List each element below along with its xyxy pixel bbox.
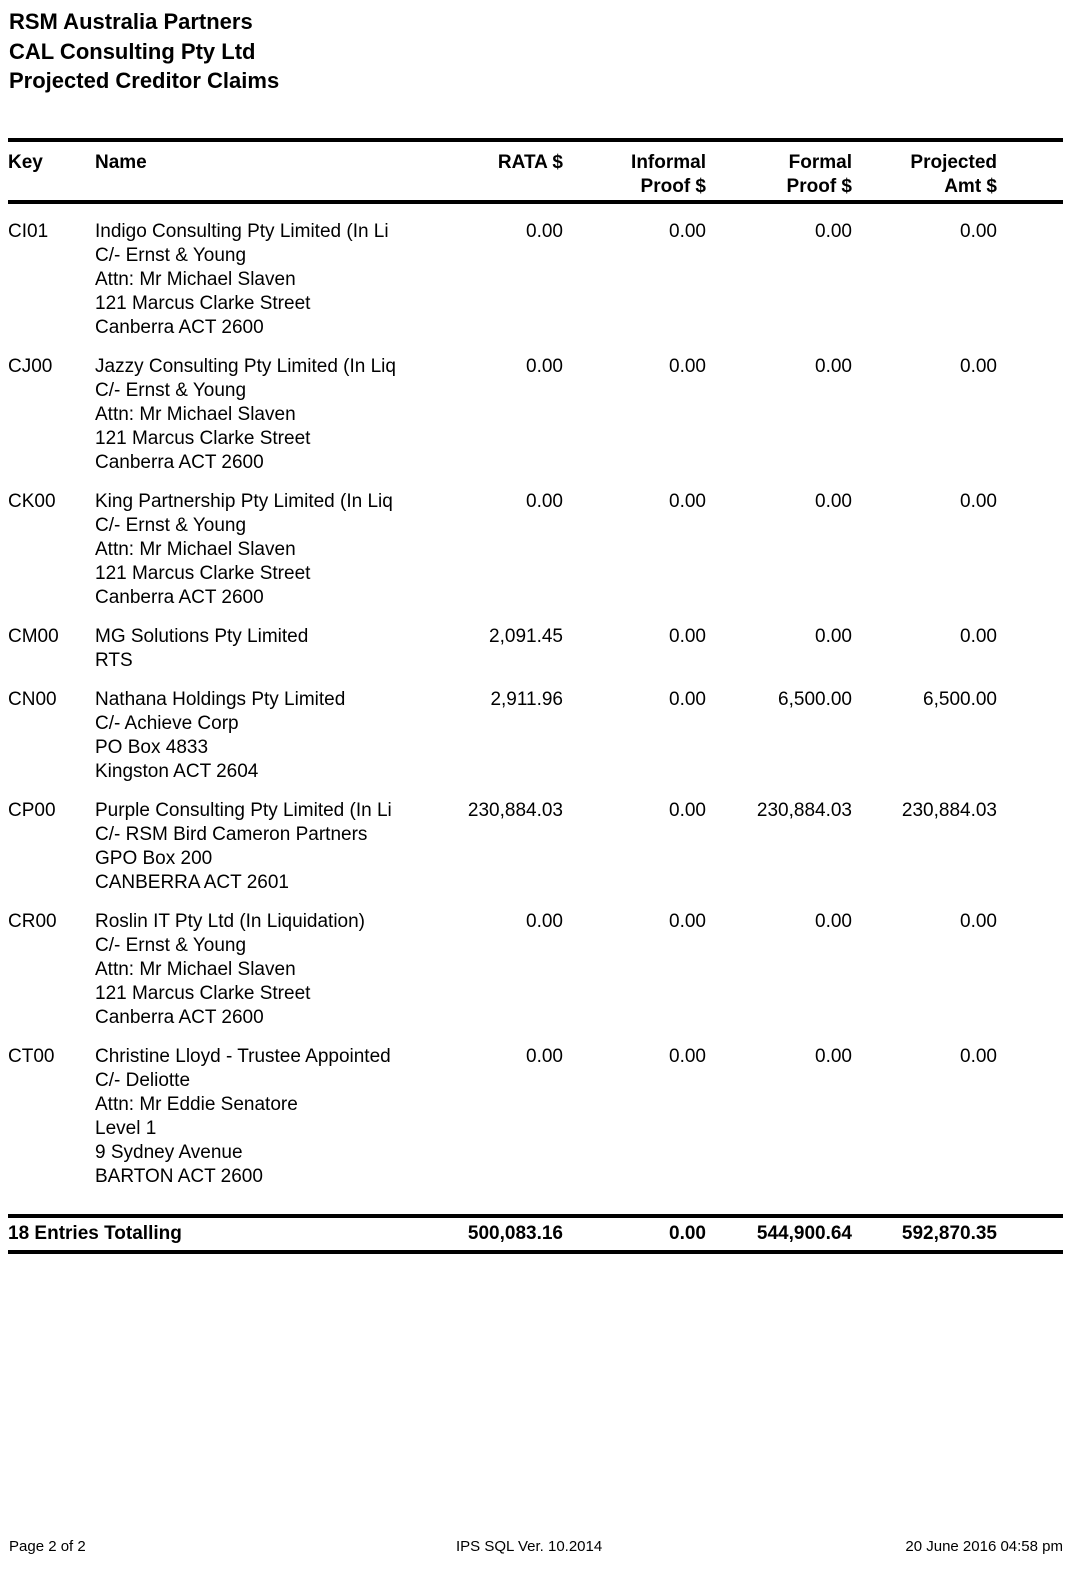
creditor-address-line: Level 1: [95, 1117, 157, 1139]
creditor-name: Indigo Consulting Pty Limited (In Li: [95, 221, 389, 242]
creditor-address-line: BARTON ACT 2600: [95, 1165, 263, 1187]
creditor-address-line: GPO Box 200: [95, 847, 213, 869]
creditor-address-line: 121 Marcus Clarke Street: [95, 428, 311, 450]
creditor-address-line: Attn: Mr Eddie Senatore: [95, 1093, 298, 1115]
creditor-name-block: [95, 355, 396, 475]
projected-amount-value: 0.00: [960, 1045, 997, 1067]
informal-proof-value: 0.00: [669, 356, 706, 377]
creditor-name: Roslin IT Pty Ltd (In Liquidation): [95, 910, 366, 932]
creditor-name-block: [95, 1045, 391, 1190]
creditor-address-line: C/- Ernst & Young: [95, 245, 247, 267]
informal-proof-value: 0.00: [669, 626, 706, 647]
totals-formal: 544,900.64: [756, 1223, 852, 1244]
company-name: CAL Consulting Pty Ltd: [9, 38, 256, 64]
rata-value: 0.00: [526, 910, 563, 932]
creditor-key: CM00: [8, 626, 59, 647]
creditor-name-block: [95, 799, 392, 895]
formal-proof-value: 0.00: [815, 626, 852, 647]
table-body: [8, 204, 1063, 1214]
totals-row: [8, 1218, 1063, 1250]
totals-bottom-rule: [8, 1250, 1063, 1254]
firm-name: RSM Australia Partners: [9, 9, 253, 34]
creditor-address-line: Attn: Mr Michael Slaven: [95, 404, 296, 426]
creditor-address-line: C/- Ernst & Young: [95, 934, 247, 956]
projected-amount-value: 0.00: [960, 626, 997, 647]
creditor-key: CN00: [8, 688, 57, 710]
creditor-address-line: Attn: Mr Michael Slaven: [95, 958, 296, 980]
informal-proof-value: 0.00: [669, 799, 706, 821]
rata-value: 0.00: [526, 221, 563, 242]
creditor-key: CJ00: [8, 356, 53, 377]
creditor-name-block: [95, 490, 393, 610]
column-header-formal-line2: Proof $: [786, 176, 852, 197]
creditor-name: King Partnership Pty Limited (In Liq: [95, 491, 393, 512]
creditor-address-line: 121 Marcus Clarke Street: [95, 982, 311, 1004]
informal-proof-value: 0.00: [669, 1045, 706, 1067]
creditor-address-line: 9 Sydney Avenue: [95, 1141, 243, 1163]
creditor-address-line: Canberra ACT 2600: [95, 1006, 264, 1028]
rata-value: 2,091.45: [489, 626, 563, 647]
column-header-formal: [787, 151, 852, 199]
creditor-address-line: RTS: [95, 650, 133, 672]
rata-value: 0.00: [526, 1045, 563, 1067]
creditor-address-line: C/- RSM Bird Cameron Partners: [95, 823, 368, 845]
creditor-address-line: CANBERRA ACT 2601: [95, 871, 289, 893]
creditor-address-line: Canberra ACT 2600: [95, 587, 264, 609]
column-header-formal-line1: Formal: [788, 152, 852, 173]
creditor-key: CP00: [8, 799, 56, 821]
creditor-name-block: [95, 688, 345, 784]
column-header-informal-line1: Informal: [631, 152, 706, 173]
creditor-key: CI01: [8, 221, 49, 242]
informal-proof-value: 0.00: [669, 221, 706, 242]
column-header-row: [8, 142, 1063, 200]
creditor-address-line: Attn: Mr Michael Slaven: [95, 539, 296, 561]
formal-proof-value: 0.00: [815, 491, 852, 512]
creditor-key: CR00: [8, 910, 57, 932]
projected-amount-value: 0.00: [960, 491, 997, 512]
informal-proof-value: 0.00: [669, 688, 706, 710]
print-date: 20 June 2016 04:58 pm: [905, 1538, 1063, 1555]
creditor-address-line: PO Box 4833: [95, 736, 209, 758]
formal-proof-value: 0.00: [815, 356, 852, 377]
projected-amount-value: 230,884.03: [901, 799, 997, 821]
projected-amount-value: 6,500.00: [923, 688, 997, 710]
column-header-projected: [910, 151, 997, 199]
creditor-claims-table: [8, 138, 1063, 1254]
projected-amount-value: 0.00: [960, 221, 997, 242]
report-title: Projected Creditor Claims: [9, 68, 280, 93]
creditor-name: Nathana Holdings Pty Limited: [95, 688, 346, 710]
formal-proof-value: 6,500.00: [778, 688, 852, 710]
informal-proof-value: 0.00: [669, 491, 706, 512]
totals-informal: 0.00: [669, 1223, 706, 1244]
totals-rata: 500,083.16: [467, 1223, 563, 1244]
creditor-name-block: [95, 220, 389, 340]
creditor-address-line: Attn: Mr Michael Slaven: [95, 269, 296, 291]
creditor-address-line: C/- Ernst & Young: [95, 515, 247, 537]
column-header-projected-line2: Amt $: [944, 176, 997, 197]
creditor-name: Christine Lloyd - Trustee Appointed: [95, 1045, 391, 1067]
creditor-name: Purple Consulting Pty Limited (In Li: [95, 799, 392, 821]
formal-proof-value: 0.00: [815, 1045, 852, 1067]
projected-amount-value: 0.00: [960, 910, 997, 932]
creditor-address-line: 121 Marcus Clarke Street: [95, 293, 311, 315]
projected-amount-value: 0.00: [960, 356, 997, 377]
creditor-name-block: [95, 910, 365, 1030]
creditor-address-line: C/- Deliotte: [95, 1069, 191, 1091]
informal-proof-value: 0.00: [669, 910, 706, 932]
column-header-informal-line2: Proof $: [640, 176, 706, 197]
rata-value: 230,884.03: [467, 799, 563, 821]
creditor-address-line: Canberra ACT 2600: [95, 317, 264, 339]
formal-proof-value: 0.00: [815, 221, 852, 242]
column-header-projected-line1: Projected: [910, 152, 997, 173]
rata-value: 2,911.96: [490, 688, 563, 710]
column-header-key: Key: [8, 152, 43, 173]
creditor-name-block: [95, 625, 308, 673]
column-header-name: Name: [95, 152, 147, 173]
rata-value: 0.00: [526, 356, 563, 377]
creditor-address-line: 121 Marcus Clarke Street: [95, 563, 311, 585]
creditor-key: CK00: [8, 491, 56, 512]
rata-value: 0.00: [526, 491, 563, 512]
column-header-informal: [631, 151, 706, 199]
creditor-address-line: Kingston ACT 2604: [95, 760, 259, 782]
creditor-address-line: C/- Ernst & Young: [95, 380, 247, 402]
creditor-address-line: Canberra ACT 2600: [95, 452, 264, 474]
creditor-address-line: C/- Achieve Corp: [95, 712, 239, 734]
formal-proof-value: 0.00: [815, 910, 852, 932]
creditor-key: CT00: [8, 1045, 55, 1067]
creditor-name: MG Solutions Pty Limited: [95, 626, 309, 647]
column-header-rata: RATA $: [497, 152, 563, 173]
software-version: IPS SQL Ver. 10.2014: [456, 1538, 603, 1555]
creditor-name: Jazzy Consulting Pty Limited (In Liq: [95, 356, 396, 377]
report-header: [9, 7, 279, 96]
page-number: Page 2 of 2: [9, 1538, 86, 1555]
totals-projected: 592,870.35: [901, 1223, 997, 1244]
formal-proof-value: 230,884.03: [756, 799, 852, 821]
totals-label: 18 Entries Totalling: [8, 1223, 182, 1244]
